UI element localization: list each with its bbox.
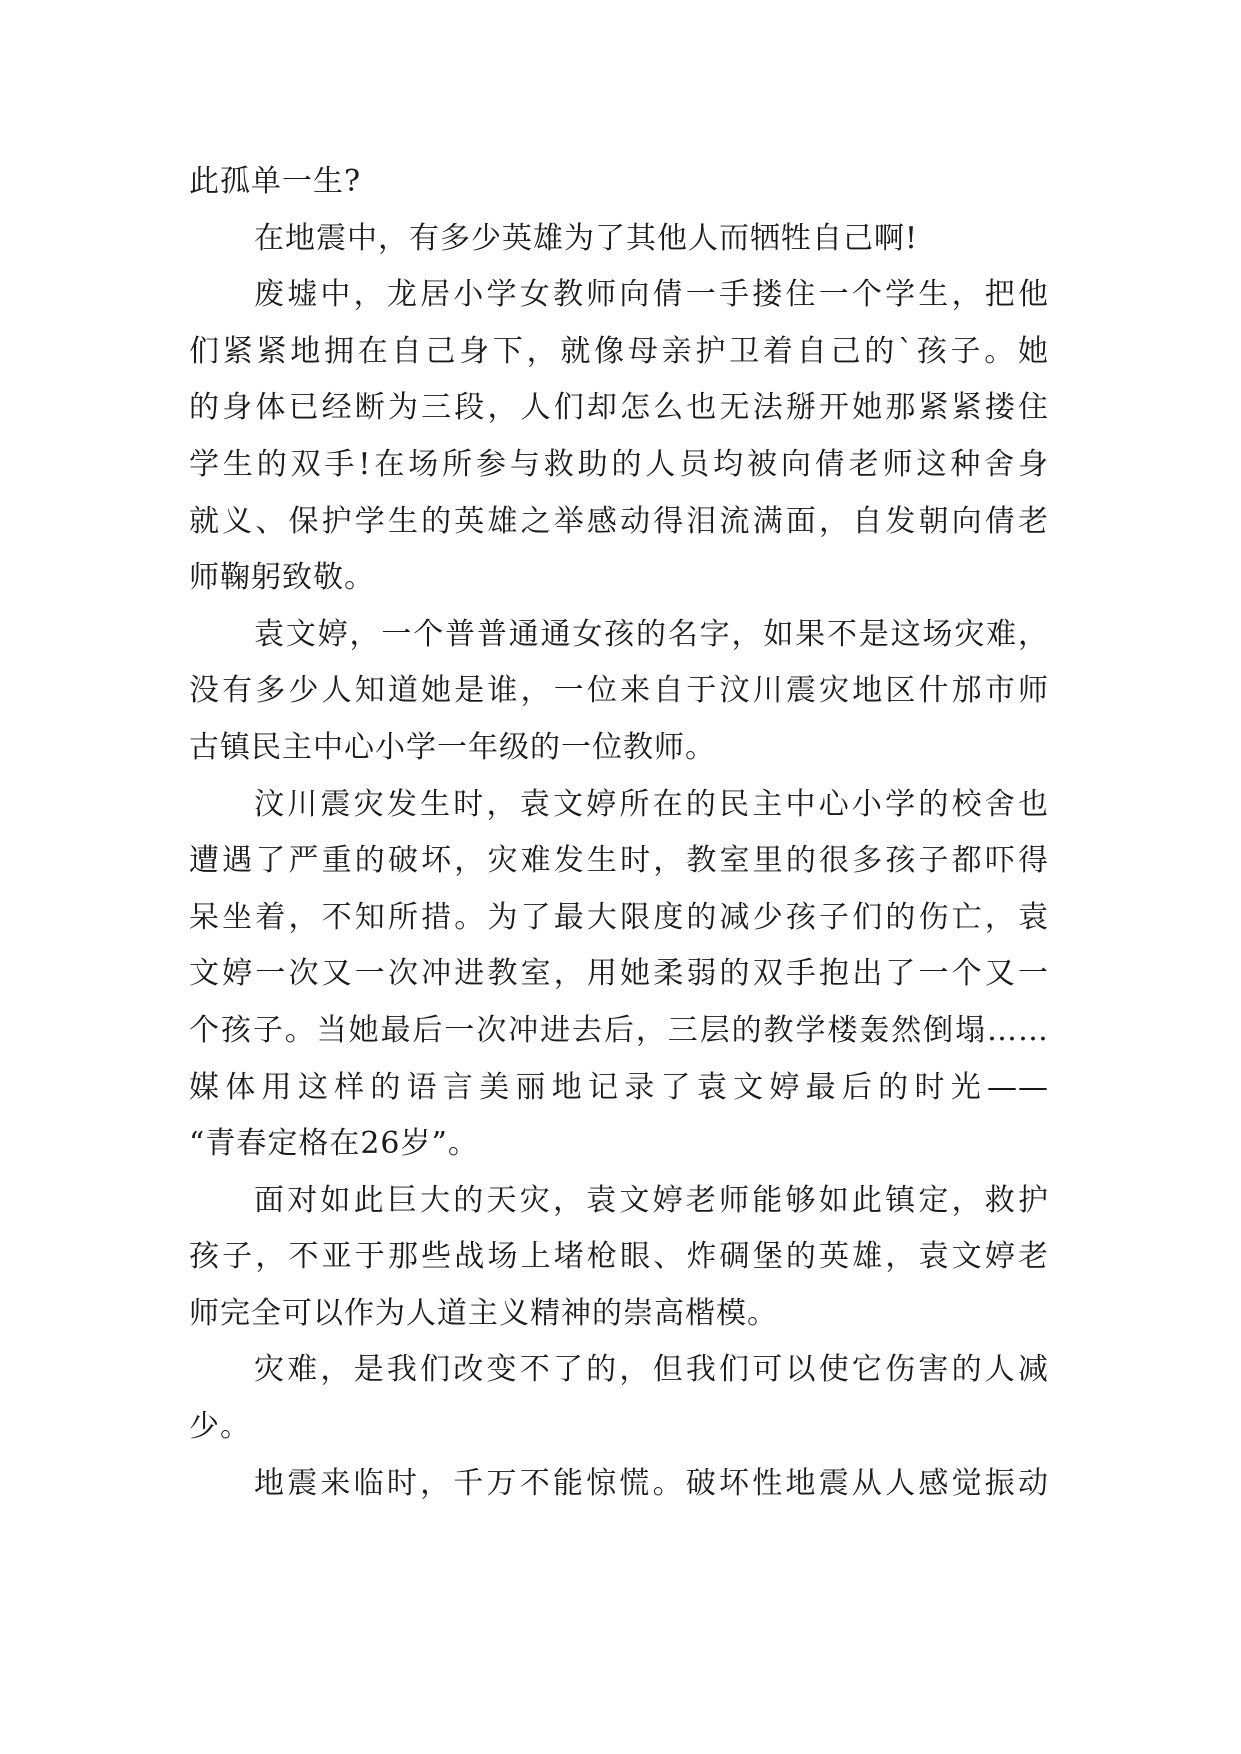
text-line: 就义、保护学生的英雄之举感动得泪流满面，自发朝向倩老 xyxy=(189,503,1049,539)
text-line: 地震来临时，千万不能惊慌。破坏性地震从人感觉振动 xyxy=(254,1465,1049,1501)
article-body xyxy=(189,154,1069,1512)
text-line: 袁文婷，一个普普通通女孩的名字，如果不是这场灾难， xyxy=(254,616,1049,652)
text-line: 面对如此巨大的天灾，袁文婷老师能够如此镇定，救护 xyxy=(254,1182,1049,1218)
text-line: 废墟中，龙居小学女教师向倩一手搂住一个学生，把他 xyxy=(254,277,1049,313)
text-line: 的身体已经断为三段，人们却怎么也无法掰开她那紧紧搂住 xyxy=(189,390,1049,426)
text-line: 孩子，不亚于那些战场上堵枪眼、炸碉堡的英雄，袁文婷老 xyxy=(189,1239,1049,1275)
text-line: 汶川震灾发生时，袁文婷所在的民主中心小学的校舍也 xyxy=(254,786,1049,822)
text-line: 遭遇了严重的破坏，灾难发生时，教室里的很多孩子都吓得 xyxy=(189,843,1049,879)
text-line: 们紧紧地拥在自己身下，就像母亲护卫着自己的`孩子。她 xyxy=(189,333,1049,369)
text-line: 文婷一次又一次冲进教室，用她柔弱的双手抱出了一个又一 xyxy=(189,956,1049,992)
text-line: “青春定格在26岁”。 xyxy=(189,1126,479,1162)
text-line: 师完全可以作为人道主义精神的崇高楷模。 xyxy=(189,1295,778,1331)
text-line: 个孩子。当她最后一次冲进去后，三层的教学楼轰然倒塌…… xyxy=(189,1012,1049,1048)
text-line: 师鞠躬致敬。 xyxy=(189,560,375,596)
text-line: 古镇民主中心小学一年级的一位教师。 xyxy=(189,729,716,765)
text-line: 此孤单一生? xyxy=(189,164,362,199)
text-line: 在地震中，有多少英雄为了其他人而牺牲自己啊! xyxy=(254,220,919,256)
text-line: 灾难，是我们改变不了的，但我们可以使它伤害的人减 xyxy=(254,1352,1049,1388)
text-line: 少。 xyxy=(189,1409,251,1445)
text-line: 学生的双手!在场所参与救助的人员均被向倩老师这种舍身 xyxy=(189,446,1049,482)
text-line: 媒体用这样的语言美丽地记录了袁文婷最后的时光—— xyxy=(189,1069,1049,1105)
text-line: 没有多少人知道她是谁，一位来自于汶川震灾地区什邡市师 xyxy=(189,673,1049,709)
text-line: 呆坐着，不知所措。为了最大限度的减少孩子们的伤亡，袁 xyxy=(189,899,1049,935)
